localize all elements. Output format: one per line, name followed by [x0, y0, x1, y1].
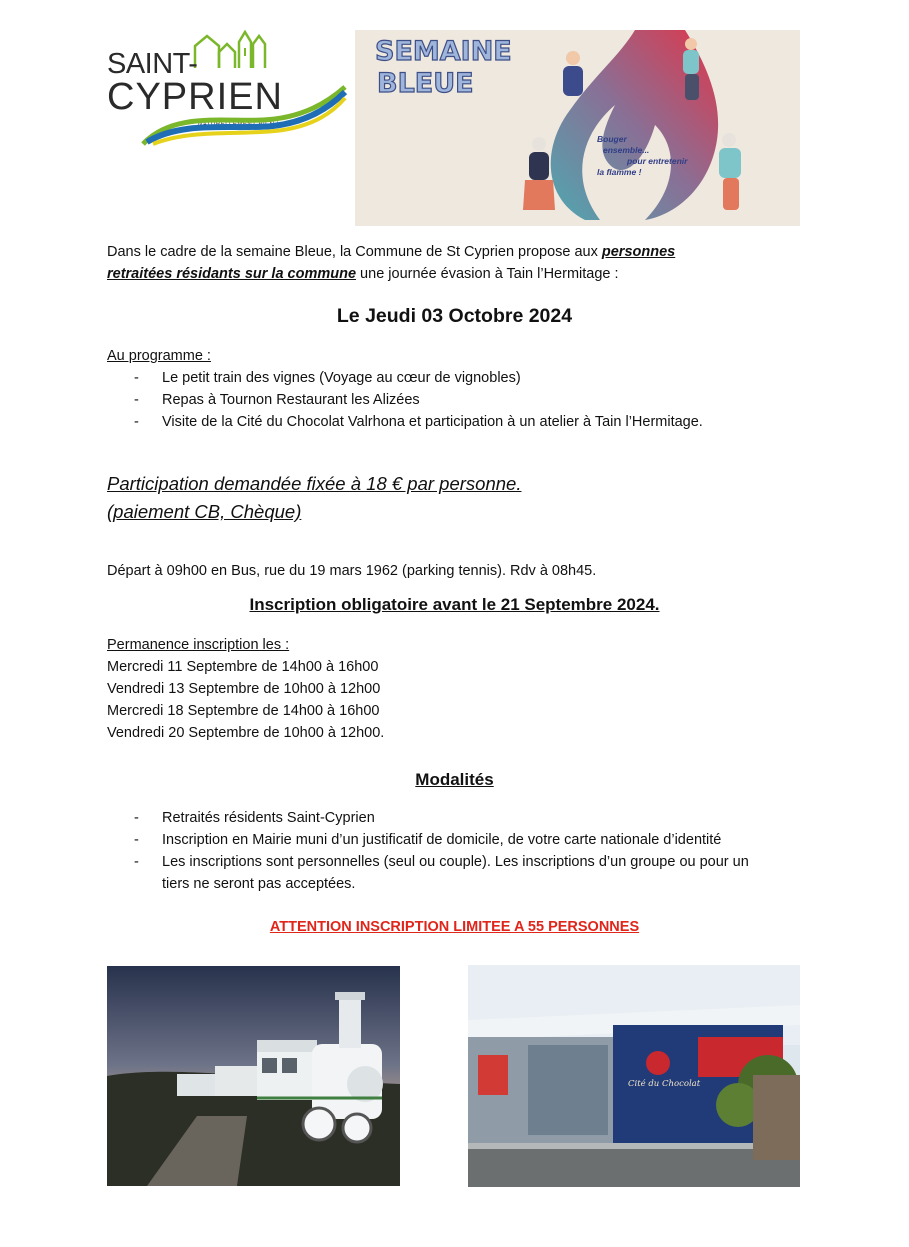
intro-emphasis-2: retraitées résidants sur la commune: [107, 266, 357, 282]
list-item: Vendredi 20 Septembre de 10h00 à 12h00.: [107, 725, 385, 741]
tourist-train-photo: [107, 966, 400, 1186]
semaine-bleue-banner: [355, 30, 800, 226]
participation-price: Participation demandée fixée à 18 € par personne.: [107, 473, 522, 494]
list-item: - Visite de la Cité du Chocolat Valrhona et participation à un atelier à Tain l’Hermitage.: [107, 411, 807, 433]
cite-du-chocolat-photo: [468, 965, 800, 1187]
village-skyline-icon: [193, 30, 273, 70]
list-item: - Inscription en Mairie muni d’un justificatif de domicile, de votre carte nationale d’identité: [107, 829, 827, 851]
modalites-section: [107, 807, 827, 895]
flame-illustration-icon: [355, 30, 800, 226]
inscription-heading: Inscription obligatoire avant le 21 Septembre 2024.: [249, 595, 660, 614]
list-item: - Le petit train des vignes (Voyage au cœur de vignobles): [107, 367, 807, 389]
list-item: - Repas à Tournon Restaurant les Alizées: [107, 389, 807, 411]
modalites-heading: Modalités: [415, 770, 494, 789]
intro-emphasis-1: personnes: [601, 244, 676, 260]
logo-line-2: CYPRIEN: [107, 76, 283, 118]
logo-tagline: NATURELLEMENT BIEN !: [198, 122, 279, 128]
saint-cyprien-logo: [105, 30, 350, 160]
banner-slogan: Bouger ensemble... pour entretenir la flamme !: [597, 134, 688, 177]
tourist-train-image: [107, 966, 400, 1186]
list-item: - Retraités résidents Saint-Cyprien: [107, 807, 827, 829]
programme-list: [107, 367, 807, 433]
list-item: Mercredi 11 Septembre de 14h00 à 16h00: [107, 659, 379, 675]
permanence-heading: Permanence inscription les :: [107, 637, 290, 653]
list-item: Mercredi 18 Septembre de 14h00 à 16h00: [107, 703, 380, 719]
programme-heading: Au programme :: [107, 348, 211, 364]
intro-paragraph: Dans le cadre de la semaine Bleue, la Commune de St Cyprien propose aux personnes retraitées résidants sur la commune une journée évasion à Tain l’Hermitage :: [107, 244, 676, 282]
list-item: Vendredi 13 Septembre de 10h00 à 12h00: [107, 681, 381, 697]
permanence-section: [107, 634, 384, 744]
participation-payment: (paiement CB, Chèque): [107, 501, 302, 522]
modalites-list: [107, 807, 827, 895]
banner-title-line-1: SEMAINE: [375, 36, 512, 67]
list-item: - Les inscriptions sont personnelles (seul ou couple). Les inscriptions d’un groupe ou pour un tiers ne seront pas acceptées.: [107, 851, 827, 895]
participation-block: [107, 470, 521, 526]
cite-du-chocolat-image: [468, 965, 800, 1187]
building-sign: Cité du Chocolat: [628, 1079, 701, 1089]
departure-info: Départ à 09h00 en Bus, rue du 19 mars 1962 (parking tennis). Rdv à 08h45.: [107, 563, 597, 579]
programme-section: [107, 345, 807, 433]
date-heading: Le Jeudi 03 Octobre 2024: [336, 305, 573, 327]
logo-waves-icon: [133, 82, 348, 147]
attention-notice: ATTENTION INSCRIPTION LIMITEE A 55 PERSONNES: [269, 919, 640, 935]
logo-line-1: SAINT-: [107, 48, 198, 80]
banner-title-line-2: BLEUE: [377, 68, 474, 99]
